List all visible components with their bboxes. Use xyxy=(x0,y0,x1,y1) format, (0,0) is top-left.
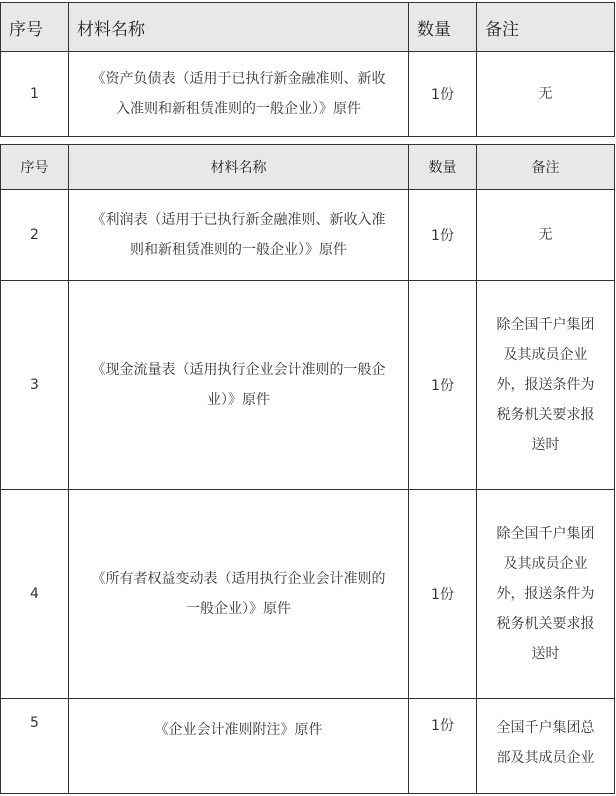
remarks-line: 除全国千户集团 xyxy=(496,526,595,542)
material-name-line: 《资产负债表（适用于已执行新金融准则、新收 xyxy=(91,71,386,87)
row-quantity: 1份 xyxy=(409,190,477,281)
header-material-name: 材料名称 xyxy=(69,3,409,52)
remarks-line: 及其成员企业 xyxy=(503,556,588,572)
remarks-block xyxy=(485,699,606,773)
remarks-line: 送时 xyxy=(531,437,560,453)
table-row xyxy=(1,699,615,794)
table-header-row xyxy=(1,3,615,52)
table-header-row xyxy=(1,145,615,190)
row-remarks xyxy=(477,52,615,137)
material-name-line: 《企业会计准则附注》原件 xyxy=(154,722,323,738)
remarks-line: 外，报送条件为 xyxy=(496,377,595,393)
remarks-line: 全国千户集团总 xyxy=(496,720,595,736)
row-seq: 1 xyxy=(1,52,69,137)
row-remarks xyxy=(477,281,615,490)
header-seq: 序号 xyxy=(1,3,69,52)
materials-table-top xyxy=(0,2,615,137)
row-seq: 3 xyxy=(1,281,69,490)
header-material-name: 材料名称 xyxy=(69,145,409,190)
remarks-line: 外，报送条件为 xyxy=(496,586,595,602)
remarks-line: 送时 xyxy=(531,646,560,662)
row-seq: 4 xyxy=(1,490,69,699)
header-seq: 序号 xyxy=(1,145,69,190)
row-material-name xyxy=(69,52,409,137)
row-quantity: 1份 xyxy=(409,490,477,699)
row-quantity: 1份 xyxy=(409,281,477,490)
material-name-line: 一般企业）》原件 xyxy=(186,601,291,617)
material-name-line: 《利润表（适用于已执行新金融准则、新收入准 xyxy=(91,212,386,228)
materials-table-lower xyxy=(0,144,615,794)
material-name-line: 《所有者权益变动表（适用执行企业会计准则的 xyxy=(91,571,386,587)
table-row xyxy=(1,281,615,490)
material-name-line: 《现金流量表（适用执行企业会计准则的一般企 xyxy=(91,362,386,378)
header-quantity: 数量 xyxy=(409,3,477,52)
table-row xyxy=(1,52,615,137)
remarks-line: 除全国千户集团 xyxy=(496,317,595,333)
row-material-name xyxy=(69,190,409,281)
row-remarks xyxy=(477,490,615,699)
remarks-line: 部及其成员企业 xyxy=(496,750,595,766)
table-row xyxy=(1,490,615,699)
remarks-line: 无 xyxy=(538,86,553,102)
remarks-line: 及其成员企业 xyxy=(503,347,588,363)
row-remarks xyxy=(477,190,615,281)
remarks-line: 税务机关要求报 xyxy=(496,407,595,423)
row-material-name xyxy=(69,281,409,490)
remarks-line: 无 xyxy=(538,227,553,243)
material-name-line: 则和新租赁准则的一般企业）》原件 xyxy=(130,242,347,258)
table-row xyxy=(1,190,615,281)
row-seq xyxy=(1,699,69,794)
material-name-line: 入准则和新租赁准则的一般企业）》原件 xyxy=(116,101,361,117)
header-quantity: 数量 xyxy=(409,145,477,190)
row-seq-text: 5 xyxy=(30,715,39,731)
row-remarks xyxy=(477,699,615,794)
row-material-name xyxy=(69,699,409,794)
row-quantity-text: 1份 xyxy=(431,718,454,734)
row-material-name xyxy=(69,490,409,699)
remarks-line: 税务机关要求报 xyxy=(496,616,595,632)
material-name-line: 业）》原件 xyxy=(207,392,270,408)
header-remarks: 备注 xyxy=(477,3,615,52)
row-quantity xyxy=(409,699,477,794)
material-name-block xyxy=(79,699,398,745)
header-remarks: 备注 xyxy=(477,145,615,190)
row-seq: 2 xyxy=(1,190,69,281)
row-quantity: 1份 xyxy=(409,52,477,137)
